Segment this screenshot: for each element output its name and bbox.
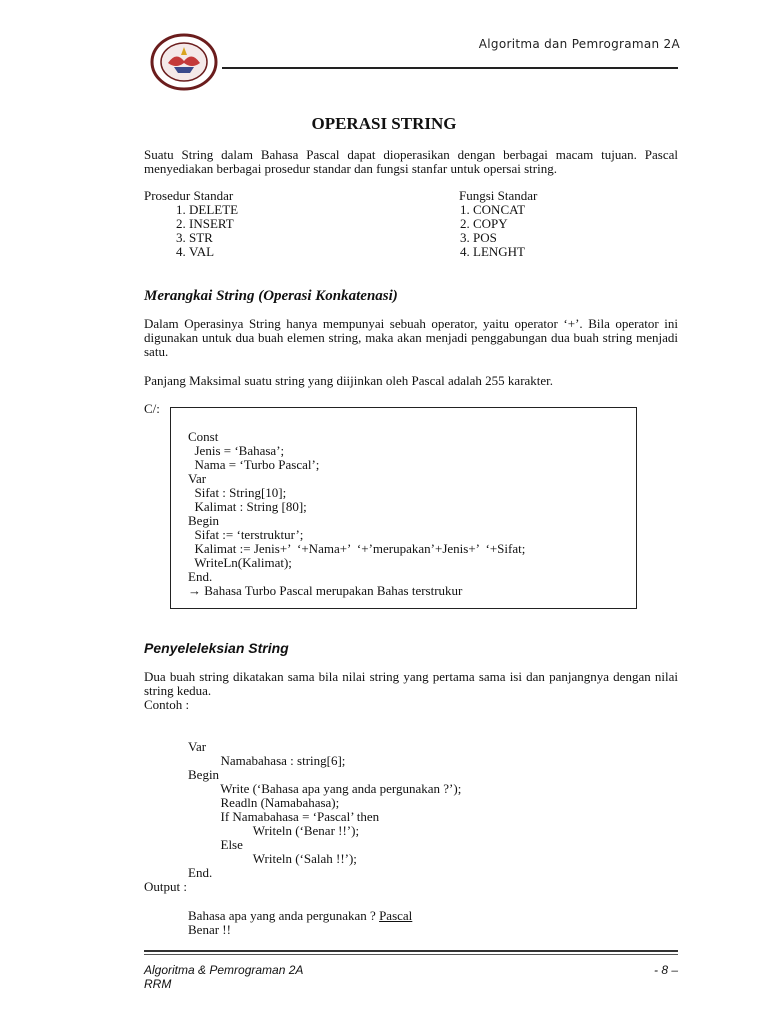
code-line: Var — [188, 739, 207, 754]
prosedur-item: 2. INSERT — [189, 217, 384, 231]
code-line: Var — [188, 471, 207, 486]
intro-paragraph: Suatu String dalam Bahasa Pascal dapat dioperasikan dengan berbagai macam tujuan. Pascal menyediakan berbagai prosedur standar dan fungsi stanfar untuk opersai string. — [144, 147, 678, 176]
fungsi-item: 3. POS — [473, 231, 679, 245]
code-line: End. — [188, 865, 213, 880]
code-block-penyeleksian — [188, 726, 461, 894]
output-input: Pascal — [379, 908, 413, 923]
code-line: Jenis = ‘Bahasa’; — [188, 443, 285, 458]
code-line: Begin — [188, 513, 220, 528]
output-block — [188, 909, 412, 937]
code-line: Kalimat : String [80]; — [188, 499, 307, 514]
code-line: Sifat := ‘terstruktur’; — [188, 527, 304, 542]
max-length-paragraph: Panjang Maksimal suatu string yang diijinkan oleh Pascal adalah 255 karakter. — [144, 373, 554, 388]
prosedur-item: 3. STR — [189, 231, 384, 245]
code-line: Write (‘Bahasa apa yang anda pergunakan ?’); — [188, 781, 462, 796]
code-line: Kalimat := Jenis+’ ‘+Nama+’ ‘+’merupakan’+Jenis+’ ‘+Sifat; — [188, 541, 526, 556]
code-label: C/: — [144, 401, 160, 416]
code-line: Writeln (‘Salah !!’); — [188, 851, 357, 866]
footer-left — [144, 963, 303, 991]
result-text: Bahasa Turbo Pascal merupakan Bahas terstrukur — [204, 583, 463, 598]
fungsi-list — [459, 189, 679, 259]
section-heading-penyeleksian: Penyeleleksian String — [144, 640, 289, 656]
code-line: Writeln (‘Benar !!’); — [188, 823, 360, 838]
output-result: Benar !! — [188, 922, 231, 937]
page-title: OPERASI STRING — [311, 114, 457, 133]
arrow-right-icon: → — [188, 583, 201, 598]
university-logo — [146, 33, 222, 93]
output-prompt: Bahasa apa yang anda pergunakan ? — [188, 908, 380, 923]
code-line: Readln (Namabahasa); — [188, 795, 340, 810]
code-line: Sifat : String[10]; — [188, 485, 287, 500]
code-line: Namabahasa : string[6]; — [188, 753, 346, 768]
prosedur-heading: Prosedur Standar — [144, 188, 234, 203]
code-line: If Namabahasa = ‘Pascal’ then — [188, 809, 380, 824]
fungsi-item: 2. COPY — [473, 217, 679, 231]
fungsi-item: 4. LENGHT — [473, 245, 679, 259]
footer-author: RRM — [144, 977, 172, 991]
code-line: End. — [188, 569, 213, 584]
konkatenasi-paragraph: Dalam Operasinya String hanya mempunyai sebuah operator, yaitu operator ‘+’. Bila operator ini digunakan untuk dua buah elemen string, maka akan menjadi penggabungan dua buah string menjadi satu. — [144, 316, 678, 359]
penyeleksian-paragraph: Dua buah string dikatakan sama bila nilai string yang pertama sama isi dan panjangnya dengan nilai string kedua. — [144, 669, 678, 698]
page-number: - 8 – — [653, 963, 678, 977]
fungsi-item: 1. CONCAT — [473, 203, 679, 217]
prosedur-item: 1. DELETE — [189, 203, 384, 217]
code-line: Nama = ‘Turbo Pascal’; — [188, 457, 320, 472]
code-result — [188, 584, 462, 598]
section-heading-konkatenasi: Merangkai String (Operasi Konkatenasi) — [144, 288, 398, 304]
contoh-label: Contoh : — [144, 697, 190, 712]
fungsi-heading: Fungsi Standar — [459, 188, 538, 203]
prosedur-list — [144, 189, 384, 259]
prosedur-item: 4. VAL — [189, 245, 384, 259]
header-title: Algoritma dan Pemrograman 2A — [478, 37, 680, 51]
code-block-konkatenasi — [188, 416, 525, 598]
code-line: Begin — [188, 767, 220, 782]
footer-course: Algoritma & Pemrograman 2A — [144, 963, 304, 977]
footer-divider-thin — [144, 954, 678, 955]
output-label: Output : — [144, 879, 187, 894]
code-line: Else — [188, 837, 243, 852]
header-divider — [222, 67, 678, 69]
footer-divider — [144, 950, 678, 952]
code-line: WriteLn(Kalimat); — [188, 555, 292, 570]
code-line: Const — [188, 429, 219, 444]
